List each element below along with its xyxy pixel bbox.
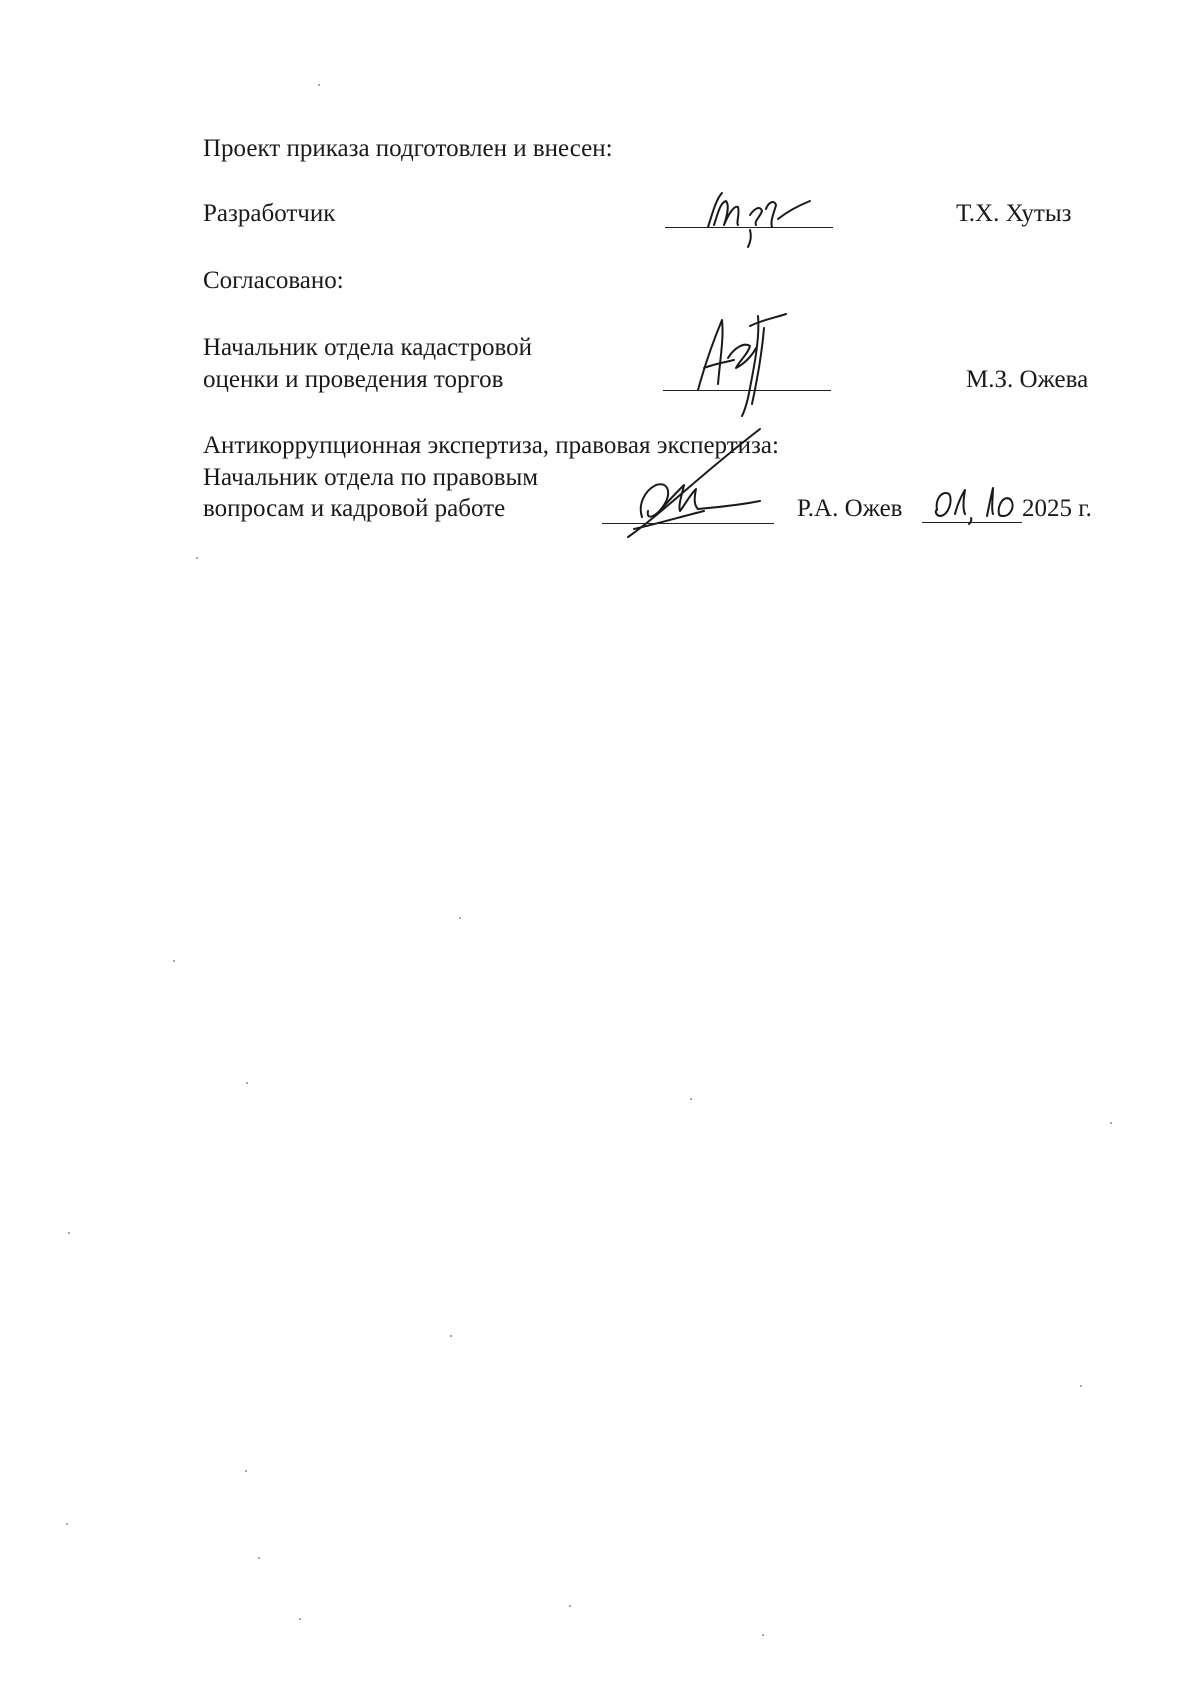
- cadastral-role-line1: Начальник отдела кадастровой: [203, 334, 532, 361]
- legal-role-line2: вопросам и кадровой работе: [203, 495, 506, 522]
- legal-date-year: 2025 г.: [1022, 495, 1092, 522]
- scan-speck: [459, 917, 461, 919]
- scan-speck: [318, 84, 320, 86]
- legal-heading: Антикоррупционная экспертиза, правовая экспертиза:: [203, 432, 779, 459]
- cadastral-name: М.З. Ожева: [966, 366, 1089, 393]
- scan-speck: [1110, 1122, 1112, 1124]
- developer-signature: [690, 185, 830, 255]
- legal-role-line1: Начальник отдела по правовым: [203, 464, 539, 491]
- scan-speck: [569, 1605, 571, 1607]
- developer-name: Т.Х. Хутыз: [956, 200, 1072, 227]
- scan-speck: [173, 960, 175, 962]
- approval-label: Согласовано:: [203, 267, 344, 294]
- scan-speck: [68, 1232, 70, 1234]
- scan-speck: [299, 1618, 301, 1620]
- developer-role: Разработчик: [203, 200, 336, 227]
- prepared-label: Проект приказа подготовлен и внесен:: [203, 135, 613, 162]
- scan-speck: [245, 1470, 247, 1472]
- scan-speck: [450, 1335, 452, 1337]
- scan-speck: [1080, 1385, 1082, 1387]
- scan-speck: [246, 1082, 248, 1084]
- scan-speck: [258, 1557, 260, 1559]
- cadastral-signature: [690, 308, 810, 418]
- scan-speck: [196, 557, 198, 559]
- scan-speck: [762, 1634, 764, 1636]
- legal-signature: [620, 425, 790, 545]
- cadastral-role-line2: оценки и проведения торгов: [203, 366, 504, 393]
- legal-date-handwritten: [925, 484, 1025, 528]
- scan-speck: [66, 1523, 68, 1525]
- legal-name: Р.А. Ожев: [797, 495, 903, 522]
- scan-speck: [690, 1098, 692, 1100]
